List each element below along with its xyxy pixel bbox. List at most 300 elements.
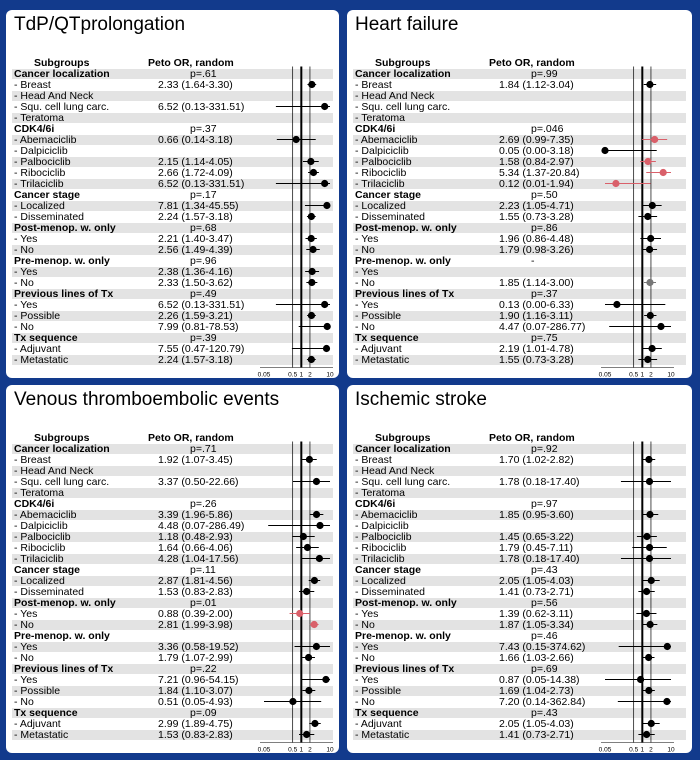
estimate-label: 0.87 (0.05-14.38) — [499, 673, 580, 686]
header-subgroups: Subgroups — [375, 57, 431, 69]
odds-ratio-point — [310, 169, 317, 176]
odds-ratio-point — [308, 356, 315, 363]
subgroup-label: - Localized — [355, 199, 406, 212]
estimate-label: 1.70 (1.02-2.82) — [499, 453, 574, 466]
p-value-label: p=.68 — [190, 221, 217, 234]
group-label: Cancer stage — [14, 188, 80, 201]
estimate-label: 4.28 (1.04-17.56) — [158, 552, 239, 565]
panel-heart-failure — [347, 10, 692, 378]
odds-ratio-point — [311, 621, 318, 628]
odds-ratio-point — [308, 279, 315, 286]
estimate-label: 7.21 (0.96-54.15) — [158, 673, 239, 686]
estimate-label: 4.47 (0.07-286.77) — [499, 320, 586, 333]
header-peto-or: Peto OR, random — [489, 432, 575, 444]
estimate-label: 2.38 (1.36-4.16) — [158, 265, 233, 278]
estimate-label: 6.52 (0.13-331.51) — [158, 177, 245, 190]
odds-ratio-point — [648, 345, 655, 352]
p-value-label: p=.71 — [190, 442, 217, 455]
odds-ratio-point — [646, 511, 653, 518]
subgroup-label: - Abemaciclib — [355, 508, 418, 521]
estimate-label: 6.52 (0.13-331.51) — [158, 298, 245, 311]
subgroup-label: - Breast — [355, 78, 392, 91]
estimate-label: 1.41 (0.73-2.71) — [499, 585, 574, 598]
group-label: Previous lines of Tx — [14, 662, 114, 675]
subgroup-label: - Squ. cell lung carc. — [355, 100, 451, 113]
subgroup-label: - Ribociclib — [14, 541, 66, 554]
x-tick-label: 0.5 — [288, 371, 298, 379]
odds-ratio-point — [311, 577, 318, 584]
group-label: Tx sequence — [14, 706, 78, 719]
subgroup-label: - No — [355, 651, 375, 664]
estimate-label: 2.15 (1.14-4.05) — [158, 155, 233, 168]
estimate-label: 1.79 (0.45-7.11) — [499, 541, 573, 554]
subgroup-label: - No — [355, 695, 375, 708]
estimate-label: 1.69 (1.04-2.73) — [499, 684, 574, 697]
estimate-label: 2.26 (1.59-3.21) — [158, 309, 233, 322]
p-value-label: p=.09 — [190, 706, 217, 719]
estimate-label: 1.90 (1.16-3.11) — [499, 309, 573, 322]
subgroup-label: - Metastatic — [355, 353, 410, 366]
subgroup-label: - Dalpiciclib — [14, 519, 68, 532]
estimate-label: 1.39 (0.62-3.11) — [499, 607, 573, 620]
subgroup-label: - Ribociclib — [355, 541, 407, 554]
subgroup-label: - Teratoma — [355, 486, 405, 499]
odds-ratio-point — [644, 356, 651, 363]
group-label: Post-menop. w. only — [355, 221, 457, 234]
subgroup-label: - Ribociclib — [14, 166, 66, 179]
subgroup-label: - Disseminated — [14, 210, 85, 223]
header-peto-or: Peto OR, random — [148, 57, 234, 69]
p-value-label: p=.56 — [531, 596, 558, 609]
estimate-label: 2.23 (1.05-4.71) — [499, 199, 574, 212]
odds-ratio-point — [306, 456, 313, 463]
odds-ratio-point — [643, 588, 650, 595]
odds-ratio-point — [321, 180, 328, 187]
subgroup-label: - Dalpiciclib — [355, 519, 409, 532]
x-tick-label: 10 — [326, 371, 334, 379]
subgroup-label: - No — [14, 695, 34, 708]
odds-ratio-point — [323, 202, 330, 209]
subgroup-label: - Breast — [14, 78, 51, 91]
subgroup-label: - Yes — [14, 640, 38, 653]
estimate-label: 0.88 (0.39-2.00) — [158, 607, 233, 620]
estimate-label: 7.43 (0.15-374.62) — [499, 640, 586, 653]
p-value-label: p=.37 — [190, 122, 217, 135]
subgroup-label: - Yes — [14, 265, 38, 278]
estimate-label: 1.78 (0.18-17.40) — [499, 475, 580, 488]
odds-ratio-point — [321, 103, 328, 110]
estimate-label: 2.05 (1.05-4.03) — [499, 574, 574, 587]
odds-ratio-point — [293, 136, 300, 143]
p-value-label: p=.39 — [190, 331, 217, 344]
p-value-label: p=.46 — [531, 629, 558, 642]
subgroup-label: - Breast — [355, 453, 392, 466]
odds-ratio-point — [643, 731, 650, 738]
group-label: Tx sequence — [355, 331, 419, 344]
panel-ischemic-stroke — [347, 385, 692, 753]
estimate-label: 1.41 (0.73-2.71) — [499, 728, 574, 741]
subgroup-label: - No — [14, 276, 34, 289]
estimate-label: 1.87 (1.05-3.34) — [499, 618, 574, 631]
subgroup-label: - Adjuvant — [14, 342, 61, 355]
estimate-label: 2.87 (1.81-4.56) — [158, 574, 233, 587]
estimate-label: 1.84 (1.10-3.07) — [158, 684, 233, 697]
estimate-label: 0.51 (0.05-4.93) — [158, 695, 233, 708]
estimate-label: 2.69 (0.99-7.35) — [499, 133, 574, 146]
p-value-label: p=.046 — [531, 122, 564, 135]
estimate-label: 3.39 (1.96-5.86) — [158, 508, 233, 521]
subgroup-label: - No — [355, 276, 375, 289]
estimate-label: 2.56 (1.49-4.39) — [158, 243, 233, 256]
odds-ratio-point — [296, 610, 303, 617]
subgroup-label: - No — [14, 320, 34, 333]
p-value-label: p=.50 — [531, 188, 558, 201]
subgroup-label: - Abemaciclib — [355, 133, 418, 146]
group-label: CDK4/6i — [355, 122, 396, 135]
panel-title: Ischemic stroke — [355, 389, 487, 410]
group-label: Cancer stage — [355, 188, 421, 201]
odds-ratio-point — [321, 301, 328, 308]
odds-ratio-point — [647, 312, 654, 319]
group-label: Cancer localization — [14, 67, 110, 80]
odds-ratio-point — [308, 235, 315, 242]
estimate-label: 0.12 (0.01-1.94) — [499, 177, 574, 190]
group-label: Cancer stage — [355, 563, 421, 576]
estimate-label: 1.66 (1.03-2.66) — [499, 651, 574, 664]
subgroup-label: - Abemaciclib — [14, 133, 77, 146]
subgroup-label: - Trilaciclib — [355, 552, 405, 565]
group-label: Tx sequence — [355, 706, 419, 719]
odds-ratio-point — [648, 720, 655, 727]
odds-ratio-point — [304, 544, 311, 551]
estimate-label: 1.64 (0.66-4.06) — [158, 541, 233, 554]
subgroup-label: - Yes — [14, 673, 38, 686]
group-label: Cancer localization — [355, 67, 451, 80]
group-label: Cancer stage — [14, 563, 80, 576]
subgroup-label: - Yes — [355, 640, 379, 653]
x-tick-label: 2 — [649, 371, 653, 379]
header-subgroups: Subgroups — [34, 57, 90, 69]
odds-ratio-point — [637, 676, 644, 683]
odds-ratio-point — [308, 312, 315, 319]
p-value-label: p=.92 — [531, 442, 558, 455]
odds-ratio-point — [643, 610, 650, 617]
group-label: Tx sequence — [14, 331, 78, 344]
estimate-label: 1.78 (0.18-17.40) — [499, 552, 580, 565]
subgroup-label: - No — [355, 618, 375, 631]
estimate-label: 3.36 (0.58-19.52) — [158, 640, 239, 653]
group-label: CDK4/6i — [14, 122, 55, 135]
estimate-label: 7.20 (0.14-362.84) — [499, 695, 586, 708]
p-value-label: p=.17 — [190, 188, 217, 201]
subgroup-label: - No — [14, 651, 34, 664]
estimate-label: 1.92 (1.07-3.45) — [158, 453, 233, 466]
x-tick-label: 10 — [326, 746, 334, 754]
subgroup-label: - Localized — [355, 574, 406, 587]
subgroup-label: - Abemaciclib — [14, 508, 77, 521]
group-label: Cancer localization — [355, 442, 451, 455]
header-peto-or: Peto OR, random — [148, 432, 234, 444]
odds-ratio-point — [313, 511, 320, 518]
odds-ratio-point — [613, 301, 620, 308]
odds-ratio-point — [645, 654, 652, 661]
subgroup-label: - Ribociclib — [355, 166, 407, 179]
estimate-label: 3.37 (0.50-22.66) — [158, 475, 239, 488]
odds-ratio-point — [307, 158, 314, 165]
p-value-label: p=.61 — [190, 67, 217, 80]
group-label: Cancer localization — [14, 442, 110, 455]
x-tick-label: 0.5 — [629, 371, 639, 379]
group-label: Post-menop. w. only — [355, 596, 457, 609]
odds-ratio-point — [309, 268, 316, 275]
odds-ratio-point — [289, 698, 296, 705]
estimate-label: 2.99 (1.89-4.75) — [158, 717, 233, 730]
subgroup-label: - Squ. cell lung carc. — [355, 475, 451, 488]
group-label: Previous lines of Tx — [355, 662, 455, 675]
odds-ratio-point — [300, 533, 307, 540]
estimate-label: 1.18 (0.48-2.93) — [158, 530, 233, 543]
panel-title: TdP/QTprolongation — [14, 14, 186, 35]
odds-ratio-point — [308, 81, 315, 88]
estimate-label: 1.55 (0.73-3.28) — [499, 353, 574, 366]
odds-ratio-point — [309, 246, 316, 253]
p-value-label: p=.26 — [190, 497, 217, 510]
subgroup-label: - Possible — [14, 309, 61, 322]
estimate-label: 1.53 (0.83-2.83) — [158, 728, 233, 741]
panel-title: Venous thromboembolic events — [14, 389, 280, 410]
subgroup-label: - Yes — [14, 232, 38, 245]
odds-ratio-point — [612, 180, 619, 187]
subgroup-label: - Possible — [355, 309, 402, 322]
p-value-label: p=.86 — [531, 221, 558, 234]
odds-ratio-point — [657, 323, 664, 330]
panel-title: Heart failure — [355, 14, 459, 35]
group-label: CDK4/6i — [355, 497, 396, 510]
x-tick-label: 0.05 — [257, 746, 271, 754]
group-label: Previous lines of Tx — [355, 287, 455, 300]
subgroup-label: - No — [14, 618, 34, 631]
subgroup-label: - No — [355, 243, 375, 256]
x-tick-label: 0.5 — [288, 746, 298, 754]
estimate-label: 1.45 (0.65-3.22) — [499, 530, 574, 543]
group-label: Post-menop. w. only — [14, 221, 116, 234]
odds-ratio-point — [643, 533, 650, 540]
subgroup-label: - Adjuvant — [14, 717, 61, 730]
subgroup-label: - Possible — [14, 684, 61, 697]
p-value-label: p=.43 — [531, 706, 558, 719]
estimate-label: 7.81 (1.34-45.55) — [158, 199, 239, 212]
odds-ratio-point — [316, 522, 323, 529]
x-tick-label: 1 — [640, 746, 645, 754]
estimate-label: 1.85 (1.14-3.00) — [499, 276, 574, 289]
forest-plot — [6, 385, 339, 753]
odds-ratio-point — [311, 720, 318, 727]
odds-ratio-point — [663, 698, 670, 705]
odds-ratio-point — [303, 588, 310, 595]
estimate-label: 1.85 (0.95-3.60) — [499, 508, 574, 521]
odds-ratio-point — [646, 544, 653, 551]
odds-ratio-point — [645, 456, 652, 463]
estimate-label: 2.66 (1.72-4.09) — [158, 166, 233, 179]
odds-ratio-point — [308, 213, 315, 220]
subgroup-label: - Disseminated — [14, 585, 85, 598]
odds-ratio-point — [647, 621, 654, 628]
subgroup-label: - Trilaciclib — [14, 552, 64, 565]
p-value-label: p=.22 — [190, 662, 217, 675]
estimate-label: 0.13 (0.00-6.33) — [499, 298, 574, 311]
x-tick-label: 2 — [308, 371, 312, 379]
subgroup-label: - Metastatic — [355, 728, 410, 741]
estimate-label: 2.33 (1.50-3.62) — [158, 276, 233, 289]
subgroup-label: - Palbociclib — [14, 530, 71, 543]
forest-plot — [6, 10, 339, 378]
estimate-label: 1.84 (1.12-3.04) — [499, 78, 574, 91]
estimate-label: 2.81 (1.99-3.98) — [158, 618, 233, 631]
odds-ratio-point — [324, 323, 331, 330]
subgroup-label: - Disseminated — [355, 585, 426, 598]
p-value-label: p=.97 — [531, 497, 558, 510]
odds-ratio-point — [316, 555, 323, 562]
subgroup-label: - Yes — [355, 298, 379, 311]
odds-ratio-point — [648, 577, 655, 584]
panel-tdp-qt-prolongation — [6, 10, 339, 378]
x-tick-label: 1 — [299, 746, 304, 754]
odds-ratio-point — [305, 654, 312, 661]
group-label: Pre-menop. w. only — [355, 629, 451, 642]
subgroup-label: - Possible — [355, 684, 402, 697]
subgroup-label: - Head And Neck — [14, 464, 94, 477]
estimate-label: 0.66 (0.14-3.18) — [158, 133, 233, 146]
odds-ratio-point — [651, 136, 658, 143]
odds-ratio-point — [646, 279, 653, 286]
estimate-label: 1.58 (0.84-2.97) — [499, 155, 574, 168]
subgroup-label: - Yes — [14, 607, 38, 620]
x-tick-label: 0.05 — [257, 371, 271, 379]
header-subgroups: Subgroups — [34, 432, 90, 444]
subgroup-label: - Dalpiciclib — [355, 144, 409, 157]
subgroup-label: - Metastatic — [14, 728, 69, 741]
p-value-label: p=.69 — [531, 662, 558, 675]
subgroup-label: - No — [14, 243, 34, 256]
header-subgroups: Subgroups — [375, 432, 431, 444]
subgroup-label: - Squ. cell lung carc. — [14, 475, 110, 488]
odds-ratio-point — [660, 169, 667, 176]
subgroup-label: - Localized — [14, 199, 65, 212]
subgroup-label: - Localized — [14, 574, 65, 587]
estimate-label: 2.33 (1.64-3.30) — [158, 78, 233, 91]
estimate-label: 7.99 (0.81-78.53) — [158, 320, 239, 333]
odds-ratio-point — [313, 643, 320, 650]
odds-ratio-point — [323, 345, 330, 352]
subgroup-label: - Yes — [355, 607, 379, 620]
subgroup-label: - Palbociclib — [355, 155, 412, 168]
odds-ratio-point — [664, 643, 671, 650]
group-label: Previous lines of Tx — [14, 287, 114, 300]
p-value-label: p=.01 — [190, 596, 217, 609]
p-value-label: p=.99 — [531, 67, 558, 80]
estimate-label: 1.79 (0.98-3.26) — [499, 243, 574, 256]
estimate-label: 2.24 (1.57-3.18) — [158, 210, 233, 223]
odds-ratio-point — [601, 147, 608, 154]
subgroup-label: - Head And Neck — [14, 89, 94, 102]
subgroup-label: - Yes — [355, 673, 379, 686]
forest-plot — [347, 385, 692, 753]
estimate-label: 1.79 (1.07-2.99) — [158, 651, 233, 664]
odds-ratio-point — [649, 202, 656, 209]
odds-ratio-point — [644, 158, 651, 165]
estimate-label: 2.19 (1.01-4.78) — [499, 342, 574, 355]
subgroup-label: - Disseminated — [355, 210, 426, 223]
p-value-label: p=.75 — [531, 331, 558, 344]
panel-venous-thromboembolic-events — [6, 385, 339, 753]
subgroup-label: - Palbociclib — [14, 155, 71, 168]
subgroup-label: - Trilaciclib — [14, 177, 64, 190]
estimate-label: 2.05 (1.05-4.03) — [499, 717, 574, 730]
odds-ratio-point — [303, 731, 310, 738]
subgroup-label: - Teratoma — [14, 111, 64, 124]
odds-ratio-point — [645, 687, 652, 694]
x-tick-label: 10 — [667, 746, 675, 754]
estimate-label: 6.52 (0.13-331.51) — [158, 100, 245, 113]
group-label: Pre-menop. w. only — [14, 629, 110, 642]
x-tick-label: 0.5 — [629, 746, 639, 754]
subgroup-label: - Yes — [355, 232, 379, 245]
header-peto-or: Peto OR, random — [489, 57, 575, 69]
x-tick-label: 2 — [649, 746, 653, 754]
subgroup-label: - Teratoma — [355, 111, 405, 124]
forest-plot — [347, 10, 692, 378]
subgroup-label: - Squ. cell lung carc. — [14, 100, 110, 113]
p-value-label: p=.49 — [190, 287, 217, 300]
odds-ratio-point — [646, 81, 653, 88]
estimate-label: 1.53 (0.83-2.83) — [158, 585, 233, 598]
subgroup-label: - Head And Neck — [355, 89, 435, 102]
subgroup-label: - Palbociclib — [355, 530, 412, 543]
group-label: CDK4/6i — [14, 497, 55, 510]
x-tick-label: 0.05 — [598, 371, 612, 379]
p-value-label: p=.96 — [190, 254, 217, 267]
odds-ratio-point — [647, 235, 654, 242]
subgroup-label: - Yes — [14, 298, 38, 311]
subgroup-label: - Trilaciclib — [355, 177, 405, 190]
subgroup-label: - Yes — [355, 265, 379, 278]
subgroup-label: - Teratoma — [14, 486, 64, 499]
subgroup-label: - Dalpiciclib — [14, 144, 68, 157]
odds-ratio-point — [313, 478, 320, 485]
group-label: Post-menop. w. only — [14, 596, 116, 609]
estimate-label: 2.24 (1.57-3.18) — [158, 353, 233, 366]
group-label: Pre-menop. w. only — [355, 254, 451, 267]
x-tick-label: 1 — [640, 371, 645, 379]
x-tick-label: 0.05 — [598, 746, 612, 754]
x-tick-label: 10 — [667, 371, 675, 379]
estimate-label: 2.21 (1.40-3.47) — [158, 232, 233, 245]
subgroup-label: - No — [355, 320, 375, 333]
subgroup-label: - Adjuvant — [355, 717, 402, 730]
odds-ratio-point — [322, 676, 329, 683]
group-label: Pre-menop. w. only — [14, 254, 110, 267]
odds-ratio-point — [646, 555, 653, 562]
estimate-label: 1.96 (0.86-4.48) — [499, 232, 574, 245]
odds-ratio-point — [646, 478, 653, 485]
estimate-label: 4.48 (0.07-286.49) — [158, 519, 245, 532]
subgroup-label: - Breast — [14, 453, 51, 466]
odds-ratio-point — [305, 687, 312, 694]
estimate-label: 7.55 (0.47-120.79) — [158, 342, 245, 355]
p-value-label: p=.11 — [190, 563, 216, 576]
x-tick-label: 2 — [308, 746, 312, 754]
subgroup-label: - Metastatic — [14, 353, 69, 366]
